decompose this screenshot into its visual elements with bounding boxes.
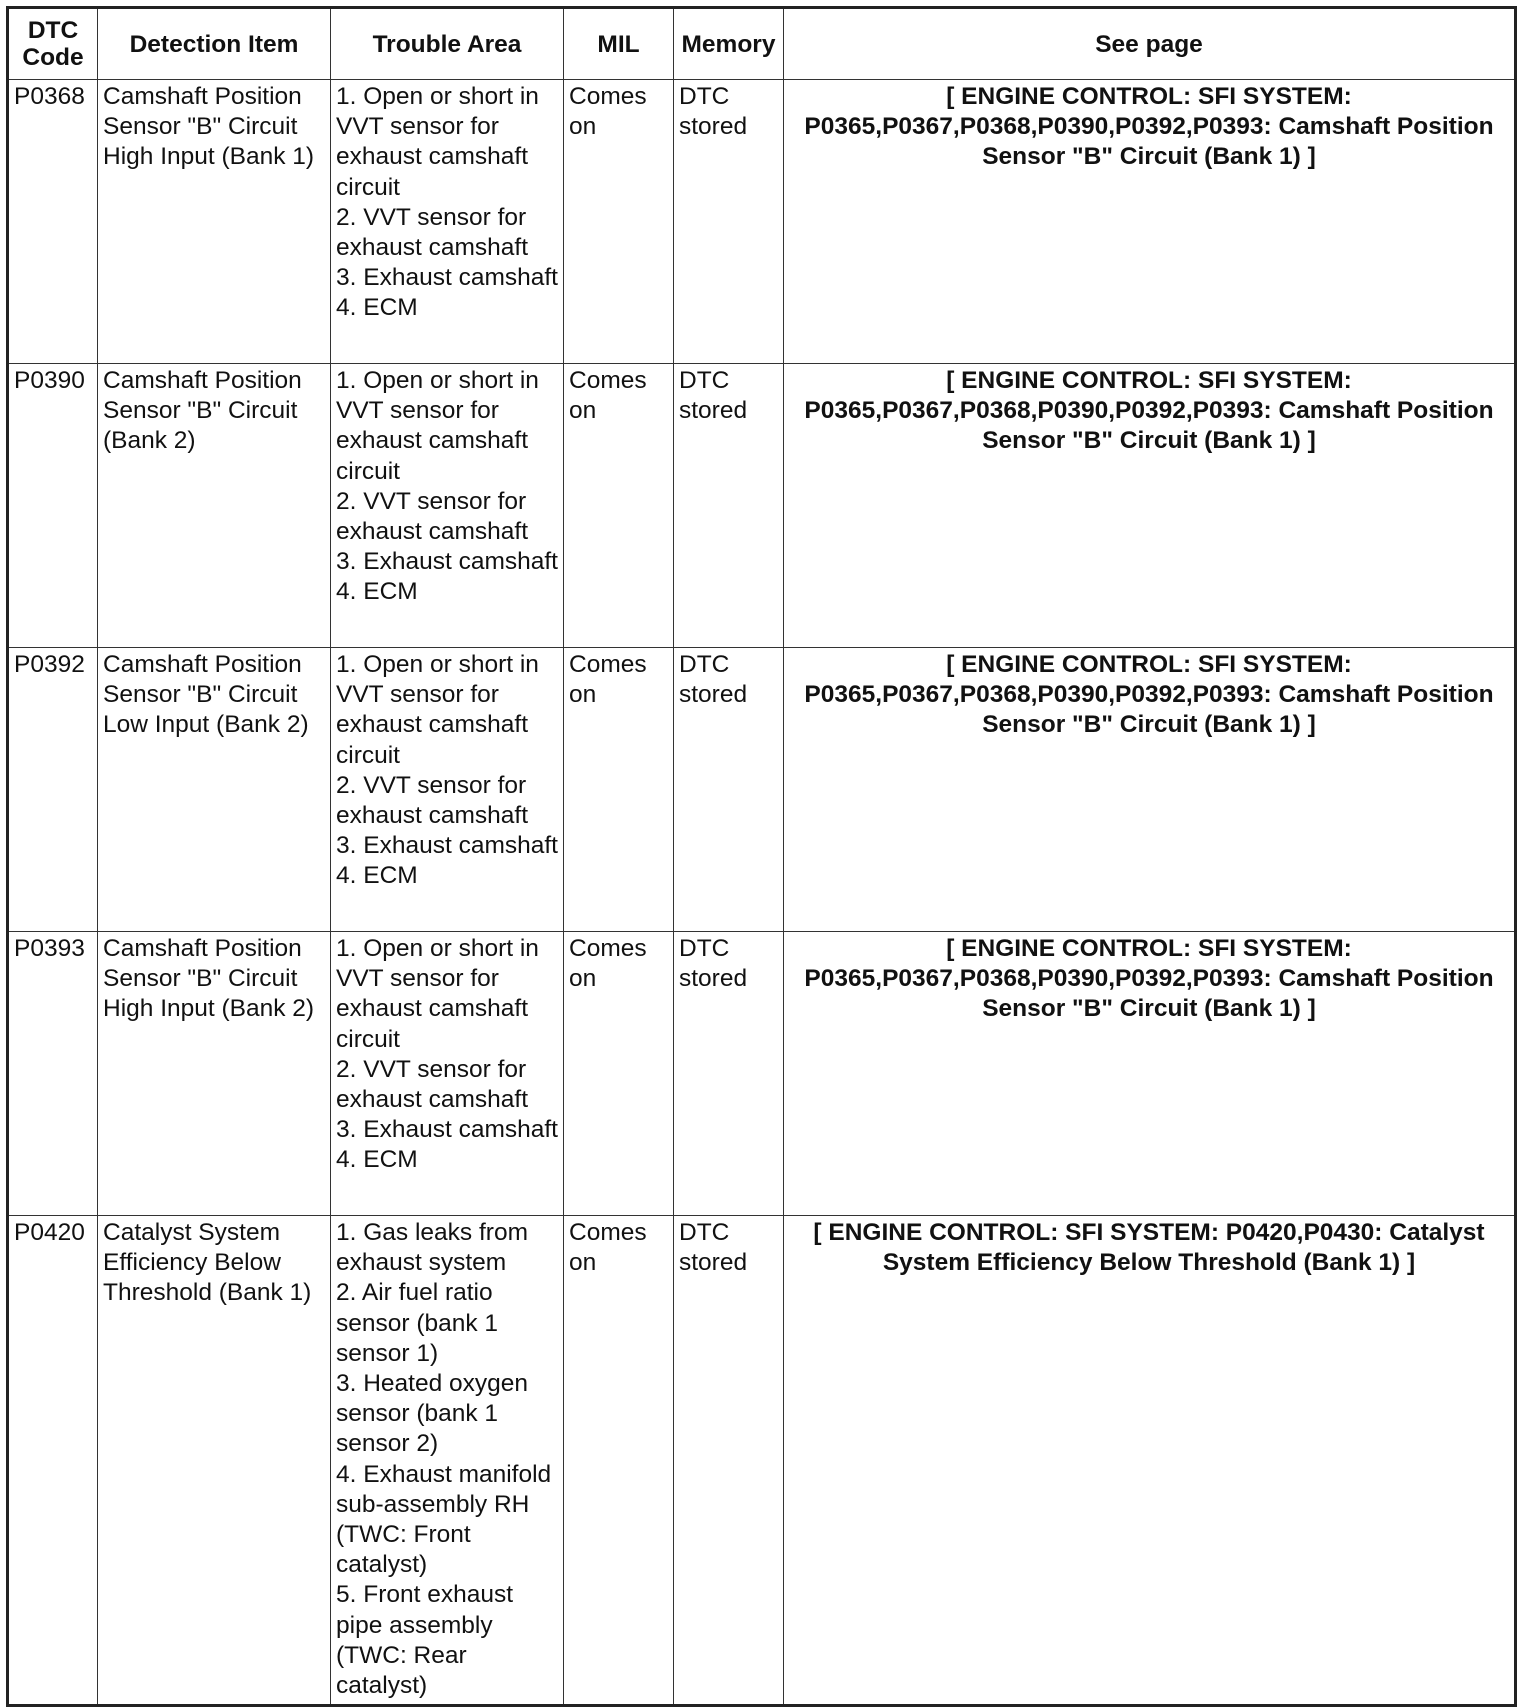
memory-cell: DTC stored xyxy=(674,80,784,364)
trouble-area-item: 2. VVT sensor for exhaust camshaft xyxy=(336,771,529,830)
dtc-code-cell: P0390 xyxy=(8,364,98,648)
trouble-area-item: 2. VVT sensor for exhaust camshaft xyxy=(336,1055,529,1114)
trouble-area-item: 4. ECM xyxy=(336,862,418,890)
mil-cell: Comes on xyxy=(564,932,674,1216)
header-trouble-area: Trouble Area xyxy=(331,8,564,80)
see-page-link[interactable]: [ ENGINE CONTROL: SFI SYSTEM: P0365,P0367,P0368,P0390,P0392,P0393: Camshaft Position Sensor "B" Circuit (Bank 1) ] xyxy=(784,648,1516,932)
trouble-area-item: 4. ECM xyxy=(336,1146,418,1174)
trouble-area-item: 1. Open or short in VVT sensor for exhaust camshaft circuit xyxy=(336,935,539,1053)
trouble-area-item: 5. Front exhaust pipe assembly (TWC: Rear catalyst) xyxy=(336,1581,514,1700)
dtc-code-cell: P0392 xyxy=(8,648,98,932)
trouble-area-item: 1. Open or short in VVT sensor for exhaust camshaft circuit xyxy=(336,83,539,201)
trouble-area-item: 3. Exhaust camshaft xyxy=(336,264,558,292)
table-row xyxy=(8,80,1516,364)
detection-item-cell: Catalyst System Efficiency Below Threshold (Bank 1) xyxy=(98,1216,331,1706)
trouble-area-item: 4. ECM xyxy=(336,578,418,606)
table-row xyxy=(8,648,1516,932)
detection-item-cell: Camshaft Position Sensor "B" Circuit (Bank 2) xyxy=(98,364,331,648)
trouble-area-cell xyxy=(331,1216,564,1706)
header-memory: Memory xyxy=(674,8,784,80)
header-mil: MIL xyxy=(564,8,674,80)
trouble-area-item: 2. VVT sensor for exhaust camshaft xyxy=(336,203,529,262)
header-see-page: See page xyxy=(784,8,1516,80)
trouble-area-cell xyxy=(331,364,564,648)
memory-cell: DTC stored xyxy=(674,932,784,1216)
table-row xyxy=(8,1216,1516,1706)
see-page-link[interactable]: [ ENGINE CONTROL: SFI SYSTEM: P0365,P0367,P0368,P0390,P0392,P0393: Camshaft Position Sensor "B" Circuit (Bank 1) ] xyxy=(784,364,1516,648)
see-page-link[interactable]: [ ENGINE CONTROL: SFI SYSTEM: P0365,P0367,P0368,P0390,P0392,P0393: Camshaft Position Sensor "B" Circuit (Bank 1) ] xyxy=(784,80,1516,364)
trouble-area-item: 2. Air fuel ratio sensor (bank 1 sensor 1) xyxy=(336,1279,499,1367)
trouble-area-item: 1. Open or short in VVT sensor for exhaust camshaft circuit xyxy=(336,651,539,769)
trouble-area-cell xyxy=(331,648,564,932)
table-row xyxy=(8,932,1516,1216)
trouble-area-cell xyxy=(331,932,564,1216)
trouble-area-item: 3. Exhaust camshaft xyxy=(336,832,558,860)
header-detection-item: Detection Item xyxy=(98,8,331,80)
memory-cell: DTC stored xyxy=(674,364,784,648)
memory-cell: DTC stored xyxy=(674,1216,784,1706)
dtc-table xyxy=(6,6,1517,1707)
trouble-area-item: 1. Gas leaks from exhaust system xyxy=(336,1219,528,1277)
trouble-area-item: 4. ECM xyxy=(336,294,418,322)
dtc-code-cell: P0393 xyxy=(8,932,98,1216)
mil-cell: Comes on xyxy=(564,1216,674,1706)
dtc-code-cell: P0420 xyxy=(8,1216,98,1706)
see-page-link[interactable]: [ ENGINE CONTROL: SFI SYSTEM: P0420,P0430: Catalyst System Efficiency Below Threshold (Bank 1) ] xyxy=(784,1216,1516,1706)
mil-cell: Comes on xyxy=(564,648,674,932)
trouble-area-item: 4. Exhaust manifold sub-assembly RH (TWC: Front catalyst) xyxy=(336,1460,552,1579)
trouble-area-item: 3. Exhaust camshaft xyxy=(336,1116,558,1144)
detection-item-cell: Camshaft Position Sensor "B" Circuit High Input (Bank 1) xyxy=(98,80,331,364)
table-row xyxy=(8,364,1516,648)
mil-cell: Comes on xyxy=(564,80,674,364)
see-page-link[interactable]: [ ENGINE CONTROL: SFI SYSTEM: P0365,P0367,P0368,P0390,P0392,P0393: Camshaft Position Sensor "B" Circuit (Bank 1) ] xyxy=(784,932,1516,1216)
detection-item-cell: Camshaft Position Sensor "B" Circuit Low Input (Bank 2) xyxy=(98,648,331,932)
trouble-area-cell xyxy=(331,80,564,364)
dtc-code-cell: P0368 xyxy=(8,80,98,364)
detection-item-cell: Camshaft Position Sensor "B" Circuit High Input (Bank 2) xyxy=(98,932,331,1216)
trouble-area-item: 1. Open or short in VVT sensor for exhaust camshaft circuit xyxy=(336,367,539,485)
memory-cell: DTC stored xyxy=(674,648,784,932)
mil-cell: Comes on xyxy=(564,364,674,648)
trouble-area-item: 3. Exhaust camshaft xyxy=(336,548,558,576)
header-dtc-code: DTC Code xyxy=(8,8,98,80)
trouble-area-item: 2. VVT sensor for exhaust camshaft xyxy=(336,487,529,546)
table-header-row xyxy=(8,8,1516,80)
trouble-area-item: 3. Heated oxygen sensor (bank 1 sensor 2) xyxy=(336,1370,529,1458)
